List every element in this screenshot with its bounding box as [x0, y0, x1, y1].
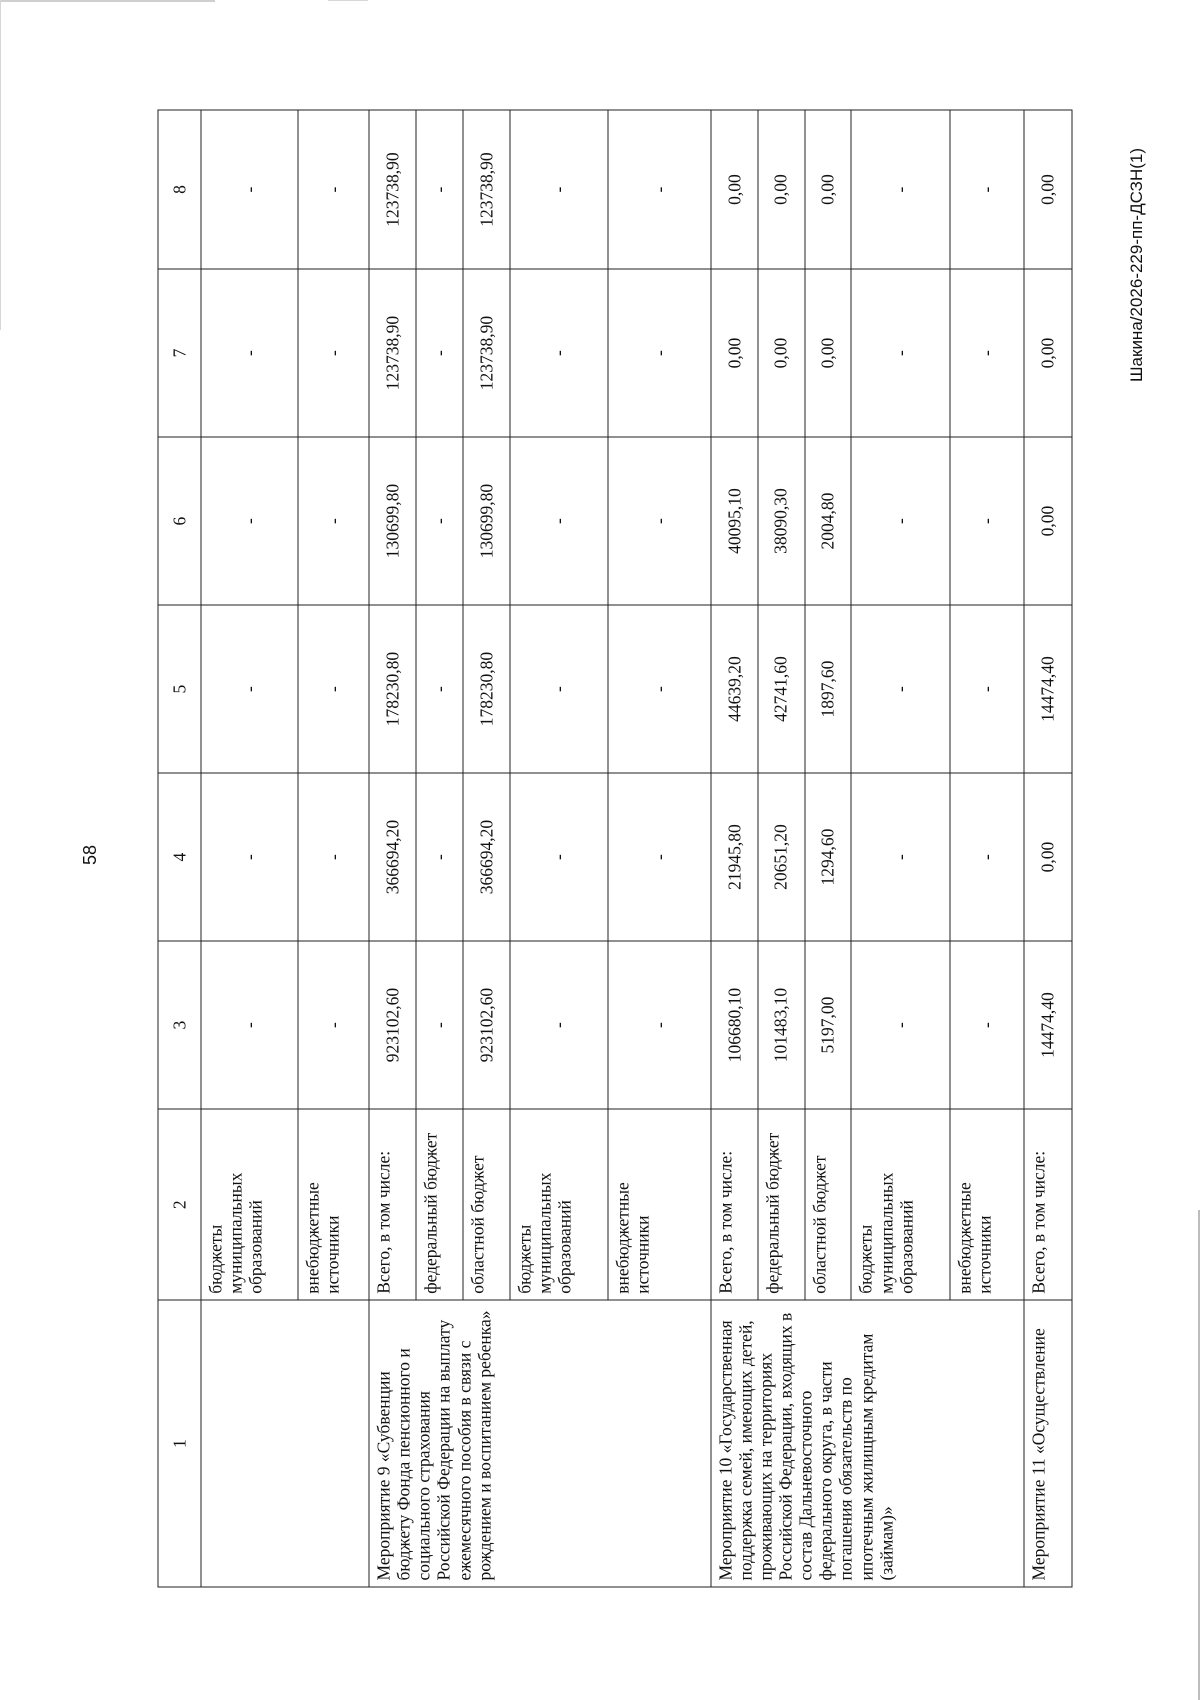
source-cell: Всего, в том числе:: [711, 1109, 758, 1300]
value-cell: -: [950, 605, 1024, 773]
value-cell: -: [201, 605, 298, 773]
header-col-6: 6: [158, 437, 201, 605]
value-cell: -: [416, 605, 463, 773]
value-cell: 44639,20: [711, 605, 758, 773]
value-cell: 1294,60: [805, 773, 852, 941]
value-cell: -: [416, 773, 463, 941]
value-cell: 2004,80: [805, 437, 852, 605]
source-cell: бюджеты муниципальных образований: [510, 1109, 608, 1300]
measure-9-title: Мероприятие 9 «Субвенции бюджету Фонда пенсионного и социального страхования Российской Федерации на выплату ежемесячного пособия в связи с рождением и воспитанием ребенка»: [369, 1300, 711, 1587]
value-cell: 0,00: [1024, 773, 1072, 941]
value-cell: -: [510, 269, 608, 437]
value-cell: -: [510, 110, 608, 269]
value-cell: 123738,90: [463, 269, 510, 437]
value-cell: -: [416, 269, 463, 437]
header-col-8: 8: [158, 110, 201, 269]
value-cell: -: [950, 773, 1024, 941]
value-cell: 0,00: [805, 269, 852, 437]
value-cell: -: [608, 605, 711, 773]
value-cell: -: [298, 110, 369, 269]
value-cell: -: [851, 773, 949, 941]
value-cell: -: [298, 773, 369, 941]
value-cell: 1897,60: [805, 605, 852, 773]
table-header-row: [158, 110, 201, 1587]
value-cell: -: [510, 605, 608, 773]
value-cell: 366694,20: [463, 773, 510, 941]
value-cell: -: [950, 110, 1024, 269]
scan-edge-left: [0, 0, 1, 330]
measure-cell-continued: [201, 1300, 369, 1587]
value-cell: 14474,40: [1024, 605, 1072, 773]
value-cell: 5197,00: [805, 941, 852, 1109]
value-cell: 38090,30: [758, 437, 805, 605]
value-cell: 123738,90: [369, 269, 416, 437]
value-cell: 130699,80: [463, 437, 510, 605]
page-number: 58: [80, 844, 100, 866]
header-col-4: 4: [158, 773, 201, 941]
value-cell: 178230,80: [369, 605, 416, 773]
source-cell: бюджеты муниципальных образований: [201, 1109, 298, 1300]
value-cell: -: [950, 437, 1024, 605]
value-cell: -: [851, 605, 949, 773]
value-cell: -: [201, 437, 298, 605]
measure-10-title: Мероприятие 10 «Государственная поддержка семей, имеющих детей, проживающих на территориях Российской Федерации, входящих в состав Дальневосточного федерального округа, в части погашения обязательств по ипотечным жилищным кредитам (займам)»: [711, 1300, 1024, 1587]
value-cell: 123738,90: [369, 110, 416, 269]
value-cell: -: [298, 941, 369, 1109]
value-cell: -: [416, 110, 463, 269]
value-cell: 0,00: [1024, 110, 1072, 269]
budget-table: [158, 110, 1073, 1588]
value-cell: -: [510, 941, 608, 1109]
value-cell: -: [950, 941, 1024, 1109]
value-cell: -: [608, 941, 711, 1109]
document-code: Шакина/2026-229-пп-ДСЗН(1): [1127, 147, 1146, 383]
source-cell: федеральный бюджет: [416, 1109, 463, 1300]
budget-table-rotated: [158, 110, 1073, 1588]
measure-11-title: Мероприятие 11 «Осуществление: [1024, 1300, 1072, 1587]
value-cell: -: [510, 773, 608, 941]
header-col-2: 2: [158, 1109, 201, 1300]
value-cell: -: [298, 437, 369, 605]
value-cell: -: [416, 941, 463, 1109]
value-cell: 21945,80: [711, 773, 758, 941]
value-cell: -: [298, 269, 369, 437]
value-cell: -: [298, 605, 369, 773]
source-cell: Всего, в том числе:: [1024, 1109, 1072, 1300]
value-cell: 123738,90: [463, 110, 510, 269]
scan-edge-top-mark: [328, 0, 368, 1]
header-col-1: 1: [158, 1300, 201, 1587]
value-cell: 14474,40: [1024, 941, 1072, 1109]
value-cell: 0,00: [805, 110, 852, 269]
value-cell: -: [851, 110, 949, 269]
value-cell: 0,00: [1024, 437, 1072, 605]
value-cell: 0,00: [758, 110, 805, 269]
source-cell: областной бюджет: [805, 1109, 852, 1300]
table-row: [201, 110, 298, 1587]
table-row: [369, 110, 416, 1587]
table-row: [711, 110, 758, 1587]
value-cell: -: [510, 437, 608, 605]
value-cell: 923102,60: [463, 941, 510, 1109]
value-cell: -: [851, 941, 949, 1109]
source-cell: федеральный бюджет: [758, 1109, 805, 1300]
value-cell: -: [416, 437, 463, 605]
value-cell: -: [608, 773, 711, 941]
source-cell: внебюджетные источники: [298, 1109, 369, 1300]
value-cell: -: [608, 269, 711, 437]
value-cell: -: [851, 269, 949, 437]
value-cell: 20651,20: [758, 773, 805, 941]
table-row: [1024, 110, 1072, 1587]
value-cell: 366694,20: [369, 773, 416, 941]
value-cell: -: [950, 269, 1024, 437]
value-cell: 130699,80: [369, 437, 416, 605]
value-cell: 101483,10: [758, 941, 805, 1109]
value-cell: -: [608, 437, 711, 605]
value-cell: -: [201, 773, 298, 941]
value-cell: -: [851, 437, 949, 605]
value-cell: 0,00: [711, 110, 758, 269]
value-cell: -: [201, 941, 298, 1109]
value-cell: 0,00: [758, 269, 805, 437]
value-cell: 923102,60: [369, 941, 416, 1109]
source-cell: внебюджетные источники: [950, 1109, 1024, 1300]
source-cell: областной бюджет: [463, 1109, 510, 1300]
value-cell: 178230,80: [463, 605, 510, 773]
header-col-7: 7: [158, 269, 201, 437]
header-col-5: 5: [158, 605, 201, 773]
value-cell: 0,00: [711, 269, 758, 437]
source-cell: бюджеты муниципальных образований: [851, 1109, 949, 1300]
value-cell: -: [608, 110, 711, 269]
value-cell: -: [201, 110, 298, 269]
scan-edge-top: [0, 0, 215, 2]
value-cell: 0,00: [1024, 269, 1072, 437]
source-cell: Всего, в том числе:: [369, 1109, 416, 1300]
value-cell: 42741,60: [758, 605, 805, 773]
value-cell: 106680,10: [711, 941, 758, 1109]
header-col-3: 3: [158, 941, 201, 1109]
source-cell: внебюджетные источники: [608, 1109, 711, 1300]
value-cell: -: [201, 269, 298, 437]
value-cell: 40095,10: [711, 437, 758, 605]
